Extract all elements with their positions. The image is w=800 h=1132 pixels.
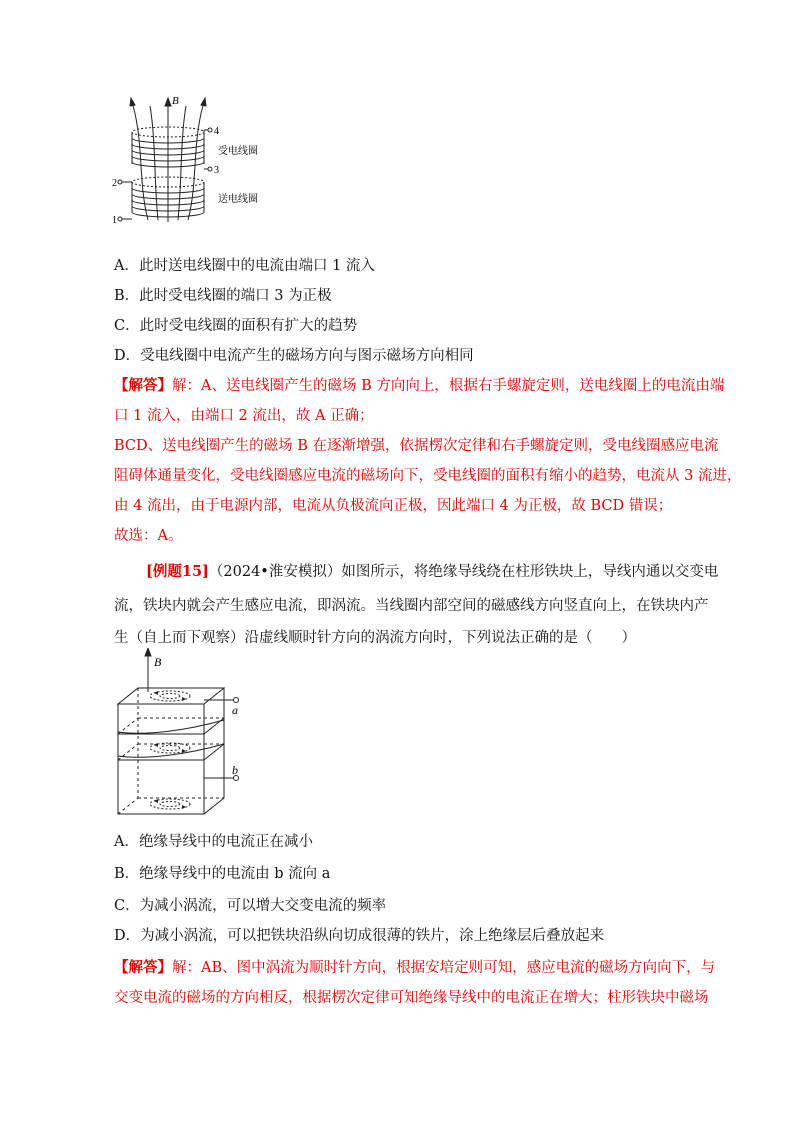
- q15-stem-text: （2024•淮安模拟）如图所示，将绝缘导线绕在柱形铁块上，导线内通以交变电: [208, 564, 719, 580]
- q14-answer-line-6: 故选：A。: [114, 528, 183, 544]
- send-coil-label: 送电线圈: [218, 194, 258, 205]
- q15-stem-line-2: 流，铁块内就会产生感应电流，即涡流。当线圈内部空间的磁感线方向竖直向上，在铁块内产: [114, 598, 709, 614]
- q15-answer-tag: 【解答】: [114, 959, 172, 976]
- q14-answer-line-3: BCD、送电线圈产生的磁场 B 在逐渐增强，依据楞次定律和右手螺旋定则，受电线圈感应电流: [114, 438, 719, 454]
- q15-stem-line-1: [146, 562, 718, 582]
- q14-answer-line-1: [114, 376, 724, 396]
- q14-option-a: A．此时送电线圈中的电流由端口 1 流入: [114, 258, 375, 274]
- terminal-a-label: a: [232, 703, 238, 717]
- receive-coil-label: 受电线圈: [218, 146, 258, 157]
- terminal-4-label: 4: [214, 126, 219, 137]
- q15-answer-text: 解：AB、图中涡流为顺时针方向，根据安培定则可知，感应电流的磁场方向向下，与: [172, 960, 716, 976]
- q14-option-b: B．此时受电线圈的端口 3 为正极: [114, 288, 332, 304]
- q15-tag: [例题15]: [146, 563, 209, 580]
- q15-answer-line-1: [114, 958, 715, 978]
- q14-option-c: C．此时受电线圈的面积有扩大的趋势: [114, 318, 358, 334]
- q14-answer-line-4: 阻碍体通量变化，受电线圈感应电流的磁场向下，受电线圈的面积有缩小的趋势，电流从 3 流进，: [114, 468, 742, 484]
- b-field-label-2: B: [154, 655, 162, 669]
- b-field-label: B: [172, 95, 179, 107]
- iron-block-figure: [108, 648, 268, 820]
- q14-answer-text: 解：A、送电线圈产生的磁场 B 方向向上，根据右手螺旋定则，送电线圈上的电流由端: [172, 378, 725, 394]
- q15-answer-line-2: 交变电流的磁场的方向相反，根据楞次定律可知绝缘导线中的电流正在增大；柱形铁块中磁场: [114, 990, 709, 1006]
- terminal-1-label: 1: [112, 215, 117, 226]
- q15-option-b: B．绝缘导线中的电流由 b 流向 a: [114, 866, 331, 882]
- q14-answer-line-2: 口 1 流入，由端口 2 流出，故 A 正确；: [114, 408, 374, 424]
- q14-answer-tag: 【解答】: [114, 377, 172, 394]
- q14-answer-line-5: 由 4 流出，由于电源内部，电流从负极流向正极，因此端口 4 为正极，故 BCD 错误；: [114, 498, 673, 514]
- terminal-b-label: b: [232, 763, 238, 777]
- q15-option-c: C．为减小涡流，可以增大交变电流的频率: [114, 898, 387, 914]
- q15-stem-line-3: 生（自上而下观察）沿虚线顺时针方向的涡流方向时，下列说法正确的是（ ）: [114, 630, 636, 646]
- terminal-3-label: 3: [214, 165, 219, 176]
- q15-option-d: D．为减小涡流，可以把铁块沿纵向切成很薄的铁片，涂上绝缘层后叠放起来: [114, 928, 605, 944]
- coil-figure: [108, 92, 278, 232]
- q14-option-d: D．受电线圈中电流产生的磁场方向与图示磁场方向相同: [114, 348, 474, 364]
- q15-option-a: A．绝缘导线中的电流正在减小: [114, 834, 313, 850]
- terminal-2-label: 2: [112, 178, 117, 189]
